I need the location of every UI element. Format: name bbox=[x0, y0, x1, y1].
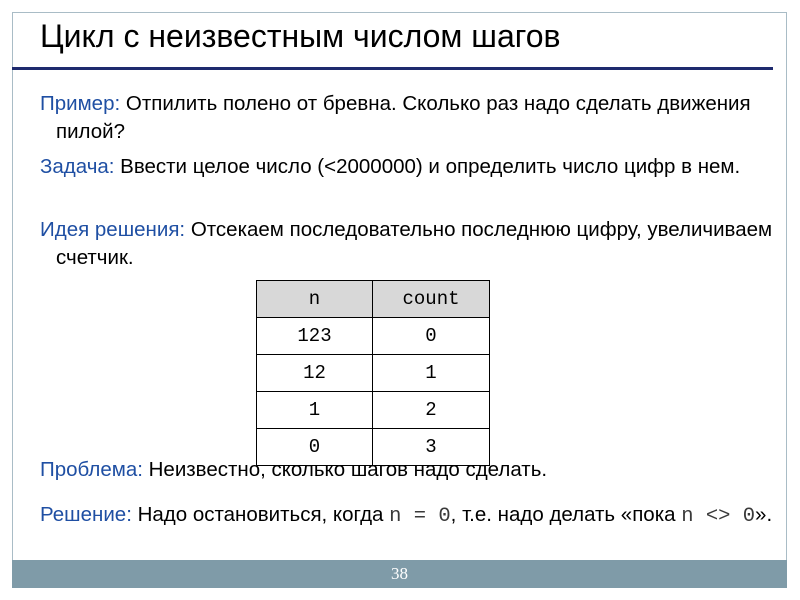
cell-n: 0 bbox=[257, 429, 373, 466]
idea-text: Отсекаем последовательно последнюю цифру, увеличиваем счетчик. bbox=[56, 218, 773, 269]
slide-title: Цикл с неизвестным числом шагов bbox=[40, 18, 561, 54]
example-paragraph bbox=[40, 90, 786, 146]
page-number: 38 bbox=[391, 564, 408, 583]
task-paragraph bbox=[40, 153, 786, 181]
problem-paragraph bbox=[40, 456, 786, 484]
solution-label: Решение: bbox=[40, 503, 132, 526]
title-divider bbox=[12, 67, 773, 70]
table-row bbox=[257, 318, 490, 355]
table-header-row bbox=[257, 281, 490, 318]
solution-text-before: Надо остановиться, когда bbox=[131, 503, 390, 526]
example-text: Отпилить полено от бревна. Сколько раз надо сделать движения пилой? bbox=[56, 92, 751, 143]
problem-label: Проблема: bbox=[40, 458, 143, 481]
solution-text-after: ». bbox=[755, 503, 773, 526]
idea-paragraph bbox=[40, 216, 786, 272]
cell-n: 12 bbox=[257, 355, 373, 392]
table-row bbox=[257, 392, 490, 429]
problem-text: Неизвестно, сколько шагов надо сделать. bbox=[142, 458, 548, 481]
cell-n: 1 bbox=[257, 392, 373, 429]
table-row bbox=[257, 355, 490, 392]
trace-table bbox=[256, 280, 490, 466]
solution-text-middle: , т.е. надо делать «пока bbox=[450, 503, 682, 526]
task-text: Ввести целое число (<2000000) и определить число цифр в нем. bbox=[114, 155, 741, 178]
column-header-count: count bbox=[373, 281, 490, 318]
task-label: Задача: bbox=[40, 155, 115, 178]
code-n-equals-zero: n = 0 bbox=[389, 505, 451, 528]
solution-paragraph bbox=[40, 501, 786, 531]
cell-n: 123 bbox=[257, 318, 373, 355]
column-header-n: n bbox=[257, 281, 373, 318]
cell-count: 0 bbox=[373, 318, 490, 355]
cell-count: 2 bbox=[373, 392, 490, 429]
example-label: Пример: bbox=[40, 92, 121, 115]
cell-count: 1 bbox=[373, 355, 490, 392]
cell-count: 3 bbox=[373, 429, 490, 466]
code-n-not-zero: n <> 0 bbox=[681, 505, 756, 528]
idea-label: Идея решения: bbox=[40, 218, 186, 241]
